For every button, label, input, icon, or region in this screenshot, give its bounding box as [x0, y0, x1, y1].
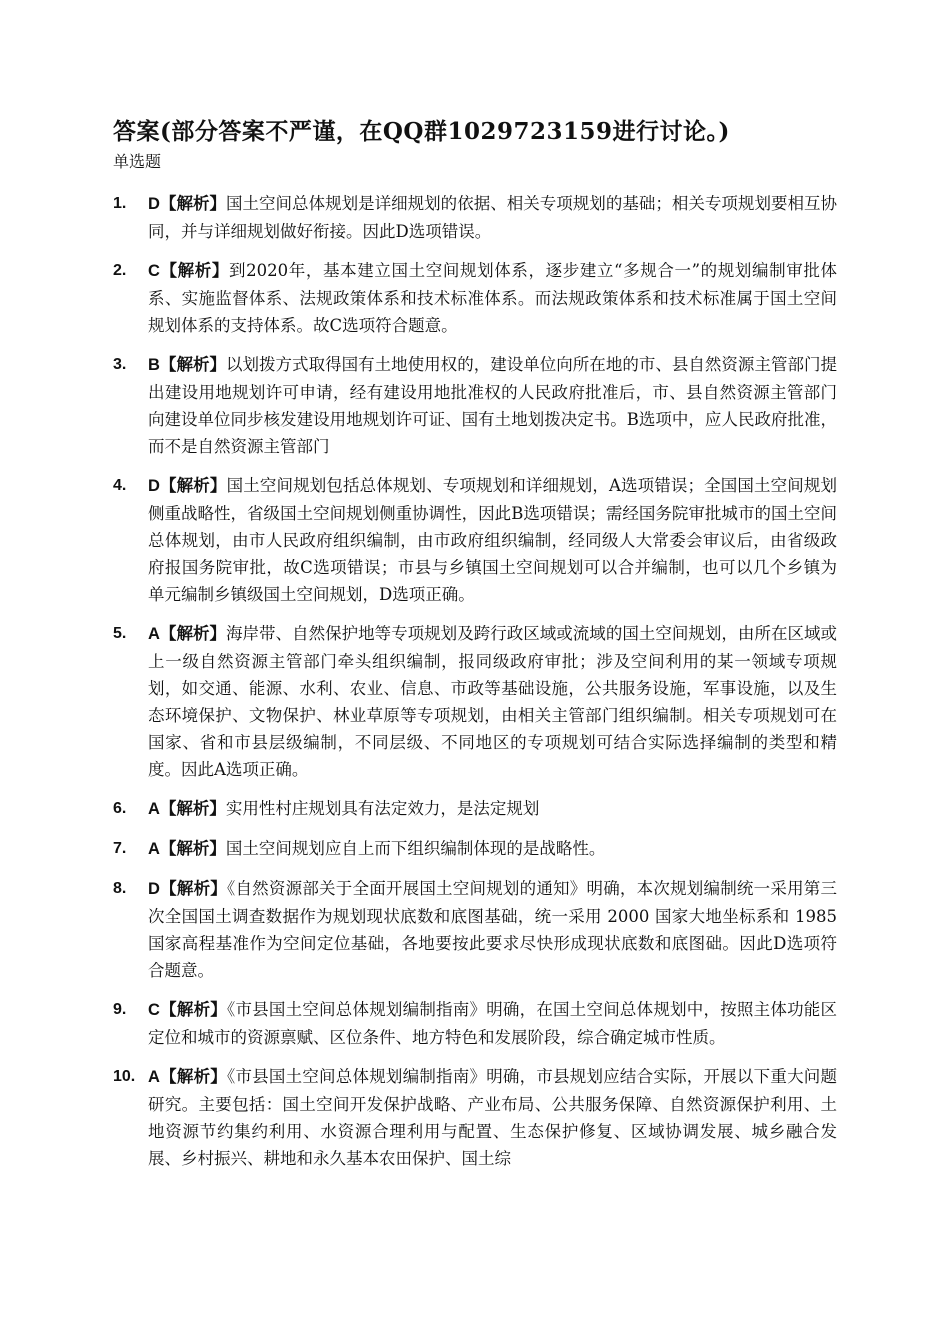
answer-key: D [148, 880, 160, 898]
analysis-tag: 【解析】 [159, 355, 226, 374]
analysis-tag: 【解析】 [159, 1067, 227, 1086]
answer-item [113, 620, 837, 783]
answer-number: 6. [113, 800, 127, 817]
answer-key: A [148, 625, 160, 643]
answer-key: D [148, 195, 160, 213]
analysis-tag: 【解析】 [159, 1000, 227, 1019]
answer-key: D [148, 477, 160, 495]
answer-explanation: 《市县国土空间总体规划编制指南》明确，在国土空间总体规划中，按照主体功能区定位和城市的资源禀赋、区位条件、地方特色和发展阶段，综合确定城市性质。 [148, 1000, 838, 1047]
analysis-tag: 【解析】 [159, 839, 226, 858]
answer-explanation: 实用性村庄规划具有法定效力，是法定规划 [225, 799, 540, 818]
page-title: 答案(部分答案不严谨，在QQ群1029723159进行讨论。) [113, 118, 730, 145]
answer-list [113, 190, 837, 1184]
answer-number: 5. [113, 625, 127, 642]
analysis-tag: 【解析】 [159, 879, 227, 898]
section-heading: 单选题 [113, 152, 162, 171]
answer-number: 9. [113, 1001, 127, 1018]
answer-item [113, 795, 837, 823]
answer-key: A [148, 800, 160, 818]
analysis-tag: 【解析】 [159, 194, 226, 213]
answer-number: 4. [113, 477, 127, 494]
answer-explanation: 国土空间规划应自上而下组织编制体现的是战略性。 [225, 839, 606, 858]
answer-explanation: 以划拨方式取得国有土地使用权的，建设单位向所在地的市、县自然资源主管部门提出建设用地规划许可申请，经有建设用地批准权的人民政府批准后，市、县自然资源主管部门向建设单位同步核发建设用地规划许可证、国有土地划拨决定书。B选项中，应人民政府批准，而不是自然资源主管部门 [148, 355, 838, 456]
answer-number: 10. [113, 1068, 136, 1085]
answer-item [113, 257, 837, 339]
answer-item [113, 996, 837, 1051]
answer-item [113, 472, 837, 608]
answer-explanation: 国土空间总体规划是详细规划的依据、相关专项规划的基础；相关专项规划要相互协同，并与详细规划做好衔接。因此D选项错误。 [148, 194, 838, 241]
answer-number: 2. [113, 262, 127, 279]
answer-number: 3. [113, 356, 127, 373]
answer-item [113, 190, 837, 245]
analysis-tag: 【解析】 [159, 476, 227, 495]
analysis-tag: 【解析】 [159, 261, 230, 280]
answer-number: 1. [113, 195, 127, 212]
answer-key: A [148, 840, 160, 858]
answer-explanation: 海岸带、自然保护地等专项规划及跨行政区域或流域的国土空间规划，由所在区域或上一级自然资源主管部门牵头组织编制，报同级政府审批；涉及空间利用的某一领域专项规划，如交通、能源、水利、农业、信息、市政等基础设施，公共服务设施，军事设施，以及生态环境保护、文物保护、林业草原等专项规划，由相关主管部门组织编制。相关专项规划可在国家、省和市县层级编制，不同层级、不同地区的专项规划可结合实际选择编制的类型和精度。因此A选项正确。 [148, 624, 838, 779]
answer-key: B [148, 356, 160, 374]
answer-item [113, 1063, 837, 1172]
answer-item [113, 835, 837, 863]
answer-key: C [148, 262, 160, 280]
answer-explanation: 《自然资源部关于全面开展国土空间规划的通知》明确，本次规划编制统一采用第三次全国国土调查数据作为规划现状底数和底图基础，统一采用 2000 国家大地坐标系和 1985 国家高程基准作为空间定位基础，各地要按此要求尽快形成现状底数和底图础。因此D选项符合题意。 [148, 879, 838, 980]
answer-key: A [148, 1068, 160, 1086]
answer-key: C [148, 1001, 160, 1019]
answer-explanation: 到2020年，基本建立国土空间规划体系，逐步建立“多规合一”的规划编制审批体系、实施监督体系、法规政策体系和技术标准体系。而法规政策体系和技术标准属于国土空间规划体系的支持体系。故C选项符合题意。 [148, 261, 837, 335]
answer-number: 7. [113, 840, 127, 857]
answer-item [113, 875, 837, 984]
answer-explanation: 国土空间规划包括总体规划、专项规划和详细规划，A选项错误；全国国土空间规划侧重战略性，省级国土空间规划侧重协调性，因此B选项错误；需经国务院审批城市的国土空间总体规划，由市人民政府组织编制，由市政府组织编制，经同级人大常委会审议后，由省级政府报国务院审批，故C选项错误；市县与乡镇国土空间规划可以合并编制，也可以几个乡镇为单元编制乡镇级国土空间规划，D选项正确。 [148, 476, 838, 604]
answer-explanation: 《市县国土空间总体规划编制指南》明确，市县规划应结合实际，开展以下重大问题研究。主要包括：国土空间开发保护战略、产业布局、公共服务保障、自然资源保护利用、土地资源节约集约利用、水资源合理利用与配置、生态保护修复、区域协调发展、城乡融合发展、乡村振兴、耕地和永久基本农田保护、国土综 [148, 1067, 838, 1168]
analysis-tag: 【解析】 [159, 624, 226, 643]
answer-number: 8. [113, 880, 127, 897]
analysis-tag: 【解析】 [159, 799, 226, 818]
answer-item [113, 351, 837, 460]
